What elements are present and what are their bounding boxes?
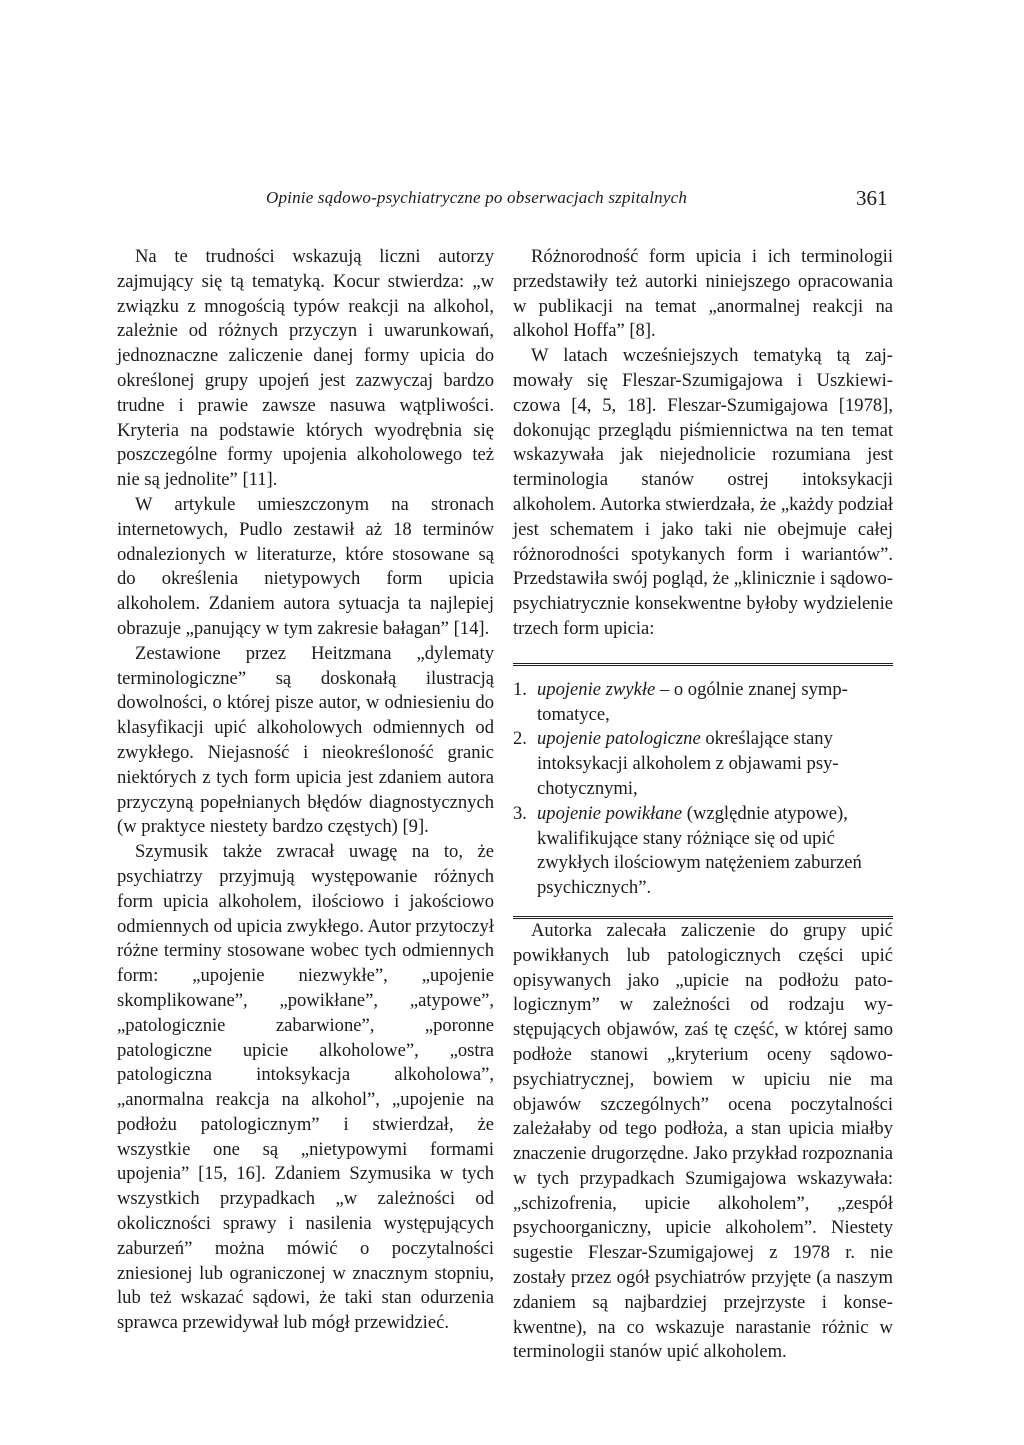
paragraph: W artykule umieszczonym na stronach internetowych, Pudlo zestawił aż 18 terminów odnalezionych w literaturze, które stosowane są do określenia nietypowych form upicia alkoholem. Zdaniem autora sytuacja ta najlepiej obrazuje „panujący w tym zakresie bałagan” [14]. bbox=[117, 493, 494, 639]
paragraph: Autorka zalecała zaliczenie do grupy upić powikłanych lub patologicznych części upić opisywanych jako „upicie na podłożu patologicznym” w zależności od rodzaju występujących objawów, zaś tę część, w której samo podłoże stanowi „kryterium oceny sądowo-psychiatrycznej, bowiem w upiciu nie ma objawów szczególnych” ocena poczytalności zależałaby od tego podłoża, a stan upicia miałby znaczenie drugorzędne. Jako przykład rozpoznania w tych przypadkach Szumigajowa wskazywała: „schizofrenia, upicie alkoholem”, „zespół psychoorganiczny, upicie alkoholem”. Niestety sugestie Fleszar-Szumigajowej z 1978 r. nie zostały przez ogół psychiatrów przyjęte (a naszym zdaniem są najbardziej przejrzyste i konsekwentne), na co wskazuje narastanie różnic w terminologii stanów upić alkoholem. bbox=[513, 919, 893, 1363]
list-item bbox=[513, 678, 893, 728]
paragraph: Szymusik także zwracał uwagę na to, że psychiatrzy przyjmują występowanie różnych form upicia alkoholem, ilościowo i jakościowo odmiennych od upicia zwykłego. Autor przytoczył różne terminy stosowane wobec tych odmiennych form: „upojenie niezwykłe”, „upojenie skomplikowane”, „powikłane”, „atypowe”, „patologicznie zabarwione”, „poronne patologiczne upicie alkoholowe”, „ostra patologiczna intoksykacja alkoholowa”, „anormalna reakcja na alkohol”, „upojenie na podłożu patologicznym” i stwierdzał, że wszystkie one są „nietypowymi formami upojenia” [15, 16]. Zdaniem Szymusika w tych wszystkich przypadkach „w zależności od okoliczności sprawy i nasilenia występujących zaburzeń” można mówić o poczytalności zniesionej lub ograniczonej w znacznym stopniu, lub też wskazać sądowi, że taki stan odurzenia sprawca przewidywał lub mógł przewidzieć. bbox=[117, 841, 494, 1334]
paragraph: W latach wcześniejszych tematyką tą zajmowały się Fleszar-Szumigajowa i Uszkiewiczowa [4, 5, 18]. Fleszar-Szumigajowa [1978], dokonując przeglądu piśmiennictwa na ten temat wskazywała jak niejednolicie rozumiana jest terminologia stanów ostrej intoksykacji alkoholem. Autorka stwierdzała, że „każdy podział jest schematem i jako taki nie obejmuje całej różnorodności spotykanych form i wariantów”. Przedstawiła swój pogląd, że „klinicznie i sądowo-psychiatrycznie konsekwentne byłoby wydzielenie trzech form upicia: bbox=[513, 345, 893, 639]
right-column bbox=[513, 245, 893, 1365]
page-number: 361 bbox=[856, 186, 888, 210]
paragraph: Na te trudności wskazują liczni autorzy zajmujący się tą tematyką. Kocur stwierdza: „w związku z mnogością typów reakcji na alkohol, zależnie od różnych przyczyn i uwarunkowań, jednoznaczne zaliczenie danej formy upicia do określonej grupy upojeń jest zazwyczaj bardzo trudne i prawie zawsze nasuwa wątpliwości. Kryteria na podstawie których wyodrębnia się poszczególne formy upojenia alkoholowego też nie są jednolite” [11]. bbox=[117, 246, 494, 491]
list-number: 3. bbox=[513, 802, 527, 824]
running-title: Opinie sądowo-psychiatryczne po obserwacjach szpitalnych bbox=[266, 188, 688, 207]
list-description: określające stany intoksykacji alkoholem z objawami psychotycznymi, bbox=[537, 728, 839, 799]
list-description: – o ogólnie znanej symptomatyce, bbox=[537, 678, 848, 725]
list-item bbox=[513, 802, 893, 901]
list-number: 1. bbox=[513, 678, 527, 700]
list-number: 2. bbox=[513, 728, 527, 750]
paragraph: Różnorodność form upicia i ich terminologii przedstawiły też autorki niniejszego opracowania w publikacji na temat „anormalnej reakcji na alkohol Hoffa” [8]. bbox=[513, 246, 893, 342]
paragraph: Zestawione przez Heitzmana „dylematy terminologiczne” są doskonałą ilustracją dowolności, o której pisze autor, w odniesieniu do klasyfikacji upić alkoholowych odmiennych od zwykłego. Niejasność i nieokreśloność granic niektórych z tych form upicia jest zdaniem autora przyczyną popełnianych błędów diagnostycznych (w praktyce niestety bardzo częstych) [9]. bbox=[117, 642, 494, 838]
list-term: upojenie powikłane bbox=[537, 802, 683, 824]
forms-list bbox=[513, 678, 893, 901]
left-column bbox=[117, 245, 494, 1336]
list-term: upojenie patologiczne bbox=[537, 728, 701, 750]
list-description: (względnie atypowe), kwalifikujące stany różniące się od upić zwykłych ilościowym natężeniem zaburzeń psychicznych”. bbox=[537, 802, 862, 899]
list-item bbox=[513, 727, 893, 801]
box-top-rule bbox=[513, 663, 893, 666]
list-term: upojenie zwykłe bbox=[537, 678, 656, 700]
